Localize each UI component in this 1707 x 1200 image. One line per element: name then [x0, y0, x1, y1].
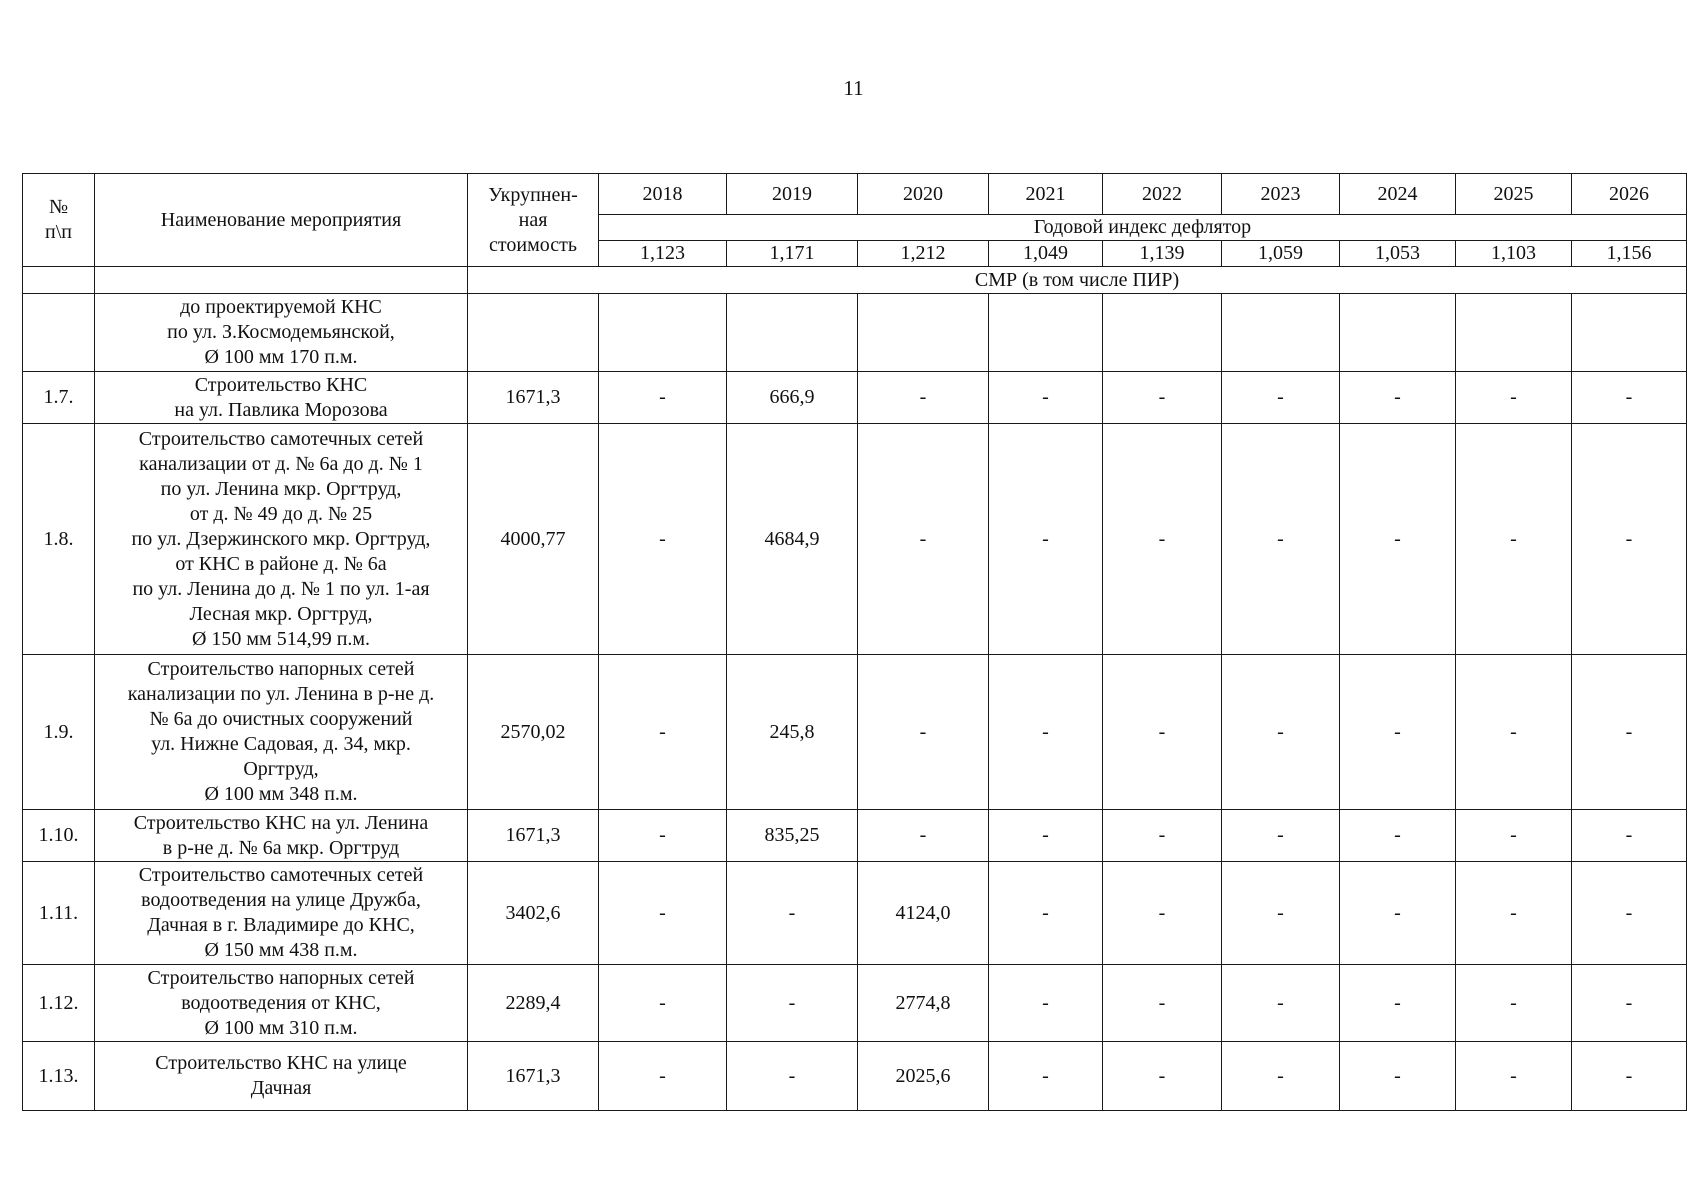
row-year-value: - — [599, 655, 727, 810]
row-year-value: - — [1456, 424, 1572, 655]
row-name: Строительство самотечных сетей канализации от д. № 6а до д. № 1 по ул. Ленина мкр. Оргтруд, от д. № 49 до д. № 25 по ул. Дзержинского мкр. Оргтруд, от КНС в районе д. № 6а по ул. Ленина до д. № 1 по ул. 1-ая Лесная мкр. Оргтруд, Ø 150 мм 514,99 п.м. — [95, 424, 468, 655]
row-name: Строительство напорных сетей канализации по ул. Ленина в р-не д. № 6а до очистных сооружений ул. Нижне Садовая, д. 34, мкр. Оргтруд, Ø 100 мм 348 п.м. — [95, 655, 468, 810]
table-row — [23, 810, 1687, 862]
row-year-value: - — [858, 372, 989, 424]
deflator-cell: 1,053 — [1340, 241, 1456, 267]
row-year-value: - — [1222, 810, 1340, 862]
row-year-value: - — [1572, 810, 1687, 862]
row-year-value: - — [989, 655, 1103, 810]
row-name: Строительство напорных сетей водоотведения от КНС, Ø 100 мм 310 п.м. — [95, 965, 468, 1042]
year-cell: 2020 — [858, 174, 989, 215]
smr-blank-num — [23, 267, 95, 294]
row-year-value: - — [1456, 862, 1572, 965]
smr-blank-name — [95, 267, 468, 294]
row-year-value: - — [1103, 424, 1222, 655]
table-row — [23, 862, 1687, 965]
row-year-value — [1340, 294, 1456, 372]
row-name: Строительство самотечных сетей водоотведения на улице Дружба, Дачная в г. Владимире до КНС, Ø 150 мм 438 п.м. — [95, 862, 468, 965]
row-year-value: - — [599, 810, 727, 862]
row-year-value — [1222, 294, 1340, 372]
row-number: 1.8. — [23, 424, 95, 655]
row-year-value: - — [1222, 862, 1340, 965]
measures-table — [22, 173, 1687, 1111]
row-number: 1.10. — [23, 810, 95, 862]
table-row — [23, 372, 1687, 424]
row-cost: 1671,3 — [468, 810, 599, 862]
row-year-value: - — [1572, 965, 1687, 1042]
row-year-value: - — [1456, 965, 1572, 1042]
row-year-value: - — [858, 655, 989, 810]
deflator-label: Годовой индекс дефлятор — [599, 215, 1687, 241]
page-number: 11 — [843, 76, 864, 100]
table-row — [23, 294, 1687, 372]
row-year-value: - — [1572, 372, 1687, 424]
row-year-value: - — [1222, 655, 1340, 810]
row-year-value: - — [989, 1042, 1103, 1111]
row-year-value: - — [599, 372, 727, 424]
header-name: Наименование мероприятия — [95, 174, 468, 267]
row-name: Строительство КНС на улице Дачная — [95, 1042, 468, 1111]
row-year-value: - — [989, 810, 1103, 862]
row-year-value: - — [1456, 1042, 1572, 1111]
row-year-value — [1103, 294, 1222, 372]
header-num: № п\п — [23, 174, 95, 267]
table-row — [23, 424, 1687, 655]
row-cost: 1671,3 — [468, 372, 599, 424]
row-number: 1.9. — [23, 655, 95, 810]
table-row — [23, 965, 1687, 1042]
row-year-value: - — [1572, 1042, 1687, 1111]
row-year-value: - — [1103, 965, 1222, 1042]
row-cost: 2570,02 — [468, 655, 599, 810]
row-year-value: - — [1103, 810, 1222, 862]
row-year-value: - — [599, 862, 727, 965]
row-year-value: - — [1340, 424, 1456, 655]
row-year-value: - — [1222, 965, 1340, 1042]
row-cost: 1671,3 — [468, 1042, 599, 1111]
row-year-value — [1572, 294, 1687, 372]
row-year-value: - — [1103, 1042, 1222, 1111]
row-year-value: - — [1340, 655, 1456, 810]
row-year-value: 835,25 — [727, 810, 858, 862]
row-year-value: - — [599, 965, 727, 1042]
row-name: до проектируемой КНС по ул. З.Космодемьянской, Ø 100 мм 170 п.м. — [95, 294, 468, 372]
row-year-value: - — [1103, 655, 1222, 810]
row-cost: 4000,77 — [468, 424, 599, 655]
row-number: 1.13. — [23, 1042, 95, 1111]
row-year-value: - — [727, 1042, 858, 1111]
smr-row — [23, 267, 1687, 294]
row-year-value: - — [1103, 862, 1222, 965]
row-year-value: 666,9 — [727, 372, 858, 424]
row-year-value: - — [1456, 655, 1572, 810]
row-year-value: - — [858, 424, 989, 655]
row-year-value: - — [1456, 810, 1572, 862]
row-year-value: - — [1103, 372, 1222, 424]
row-year-value — [727, 294, 858, 372]
header-cost: Укрупнен- ная стоимость — [468, 174, 599, 267]
row-cost — [468, 294, 599, 372]
row-number: 1.12. — [23, 965, 95, 1042]
year-cell: 2021 — [989, 174, 1103, 215]
row-year-value: - — [599, 424, 727, 655]
row-year-value: - — [1340, 862, 1456, 965]
year-cell: 2022 — [1103, 174, 1222, 215]
row-year-value: - — [1222, 1042, 1340, 1111]
row-year-value: - — [858, 810, 989, 862]
row-cost: 3402,6 — [468, 862, 599, 965]
row-year-value: - — [989, 372, 1103, 424]
table-row — [23, 1042, 1687, 1111]
deflator-cell: 1,103 — [1456, 241, 1572, 267]
row-year-value: - — [1340, 372, 1456, 424]
row-number: 1.7. — [23, 372, 95, 424]
year-cell: 2023 — [1222, 174, 1340, 215]
row-year-value: - — [1340, 810, 1456, 862]
row-year-value: - — [1572, 655, 1687, 810]
row-year-value: - — [989, 965, 1103, 1042]
smr-label: СМР (в том числе ПИР) — [468, 267, 1687, 294]
row-year-value: 245,8 — [727, 655, 858, 810]
row-year-value: 4124,0 — [858, 862, 989, 965]
table-row — [23, 655, 1687, 810]
row-year-value — [858, 294, 989, 372]
deflator-cell: 1,049 — [989, 241, 1103, 267]
row-number: 1.11. — [23, 862, 95, 965]
deflator-cell: 1,171 — [727, 241, 858, 267]
row-year-value: 2025,6 — [858, 1042, 989, 1111]
year-cell: 2018 — [599, 174, 727, 215]
row-year-value: - — [727, 965, 858, 1042]
row-year-value — [599, 294, 727, 372]
deflator-cell: 1,212 — [858, 241, 989, 267]
header-row — [23, 174, 1687, 215]
row-year-value: - — [1222, 424, 1340, 655]
row-name: Строительство КНС на ул. Ленина в р-не д. № 6а мкр. Оргтруд — [95, 810, 468, 862]
deflator-cell: 1,123 — [599, 241, 727, 267]
year-cell: 2026 — [1572, 174, 1687, 215]
row-cost: 2289,4 — [468, 965, 599, 1042]
year-cell: 2025 — [1456, 174, 1572, 215]
year-cell: 2024 — [1340, 174, 1456, 215]
row-year-value: - — [1340, 965, 1456, 1042]
row-year-value: 2774,8 — [858, 965, 989, 1042]
row-year-value — [989, 294, 1103, 372]
row-year-value: - — [1456, 372, 1572, 424]
row-year-value: - — [1572, 862, 1687, 965]
row-year-value: - — [989, 862, 1103, 965]
row-year-value: - — [1340, 1042, 1456, 1111]
year-cell: 2019 — [727, 174, 858, 215]
row-year-value: - — [989, 424, 1103, 655]
deflator-cell: 1,059 — [1222, 241, 1340, 267]
deflator-cell: 1,156 — [1572, 241, 1687, 267]
row-year-value — [1456, 294, 1572, 372]
row-year-value: 4684,9 — [727, 424, 858, 655]
deflator-cell: 1,139 — [1103, 241, 1222, 267]
row-year-value: - — [599, 1042, 727, 1111]
row-year-value: - — [1572, 424, 1687, 655]
row-year-value: - — [727, 862, 858, 965]
row-name: Строительство КНС на ул. Павлика Морозова — [95, 372, 468, 424]
row-year-value: - — [1222, 372, 1340, 424]
row-number — [23, 294, 95, 372]
